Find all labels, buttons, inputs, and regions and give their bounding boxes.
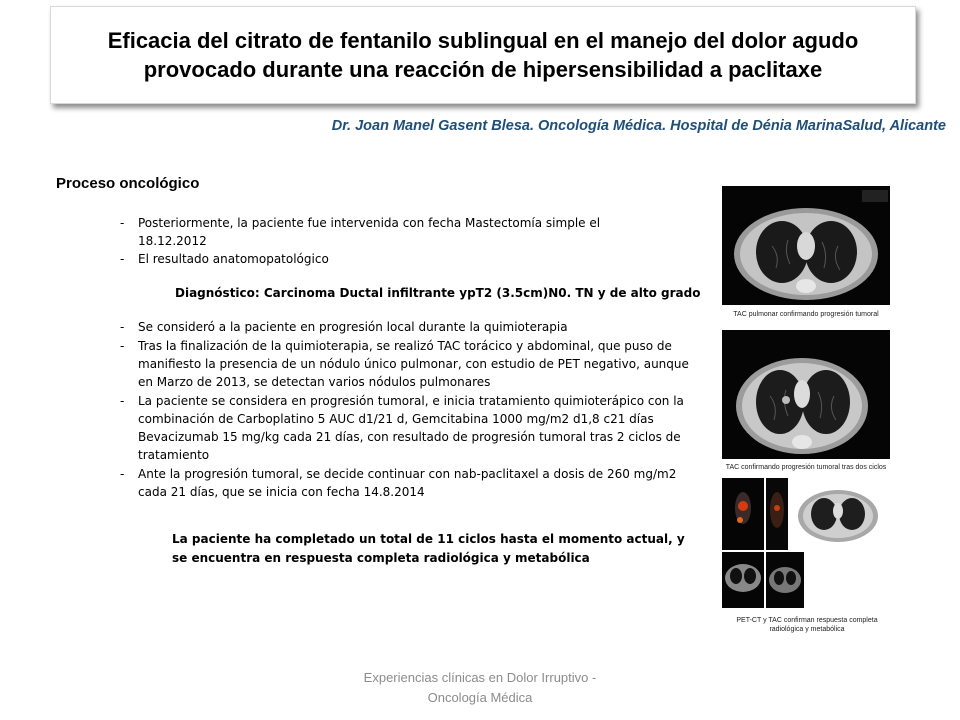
bullet-dash: - — [120, 467, 125, 481]
diagnosis-line: Diagnóstico: Carcinoma Ductal infiltrante ypT2 (3.5cm)N0. TN y de alto grado — [175, 286, 701, 300]
list-item-text: La paciente se considera en progresión tumoral, e inicia tratamiento quimioterápico con la combinación de Carboplatino 5 AUC d1/21 d, Gemcitabina 1000 mg/m2 d1,8 c21 días Bevacizumab 15 mg/kg cada 21 días, con resultado de progresión tumoral tras 2 ciclos de tratamiento — [138, 394, 684, 462]
bullet-dash: - — [120, 339, 125, 353]
list-item-text: Posteriormente, la paciente fue intervenida con fecha Mastectomía simple el 18.12.2012 — [138, 216, 601, 248]
scan-caption-2: TAC confirmando progresión tumoral tras dos ciclos — [725, 464, 887, 471]
history-list-1 — [118, 214, 658, 268]
list-item — [118, 392, 698, 464]
title-box — [50, 6, 916, 104]
ct-scan-graphic — [722, 186, 890, 305]
list-item — [118, 318, 698, 336]
summary-statement: La paciente ha completado un total de 11 ciclos hasta el momento actual, y se encuentra en respuesta completa radiológica y metabólica — [172, 532, 685, 565]
list-item — [118, 214, 658, 250]
scan-caption-3: PET-CT y TAC confirman respuesta completa radiológica y metabólica — [736, 617, 878, 633]
list-item-text: El resultado anatomopatológico — [138, 252, 329, 266]
list-item-text: Tras la finalización de la quimioterapia, se realizó TAC torácico y abdominal, que puso de manifiesto la presencia de un nódulo único pulmonar, con estudio de PET negativo, aunque en Marzo de 2013, se detectan varios nódulos pulmonares — [138, 339, 689, 389]
list-item — [118, 337, 698, 391]
slide-title: Eficacia del citrato de fentanilo sublingual en el manejo del dolor agudo provocado durante una reacción de hipersensibilidad a paclitaxe — [107, 28, 859, 82]
list-item — [118, 465, 698, 501]
bullet-dash: - — [120, 252, 125, 266]
ct-scan-graphic — [722, 330, 890, 459]
history-list-2 — [118, 318, 698, 502]
footer — [320, 668, 640, 708]
author-line: Dr. Joan Manel Gasent Blesa. Oncología Médica. Hospital de Dénia MarinaSalud, Alicante — [331, 118, 946, 134]
list-item-text: Ante la progresión tumoral, se decide continuar con nab-paclitaxel a dosis de 260 mg/m2 cada 21 días, que se inicia con fecha 14.8.2014 — [138, 467, 677, 499]
list-item — [118, 250, 658, 268]
section-title: Proceso oncológico — [56, 175, 200, 192]
pet-ct-graphic — [722, 478, 890, 608]
bullet-dash: - — [120, 216, 125, 230]
bullet-dash: - — [120, 394, 125, 408]
bullet-dash: - — [120, 320, 125, 334]
list-item-text: Se consideró a la paciente en progresión local durante la quimioterapia — [138, 320, 568, 334]
scan-caption-1: TAC pulmonar confirmando progresión tumoral — [733, 311, 879, 318]
footer-line-1: Experiencias clínicas en Dolor Irruptivo - — [363, 670, 597, 685]
footer-line-2: Oncología Médica — [427, 690, 533, 705]
ct-scan-image-1 — [722, 186, 890, 305]
ct-scan-image-2 — [722, 330, 890, 459]
pet-ct-scan-image — [722, 478, 890, 608]
